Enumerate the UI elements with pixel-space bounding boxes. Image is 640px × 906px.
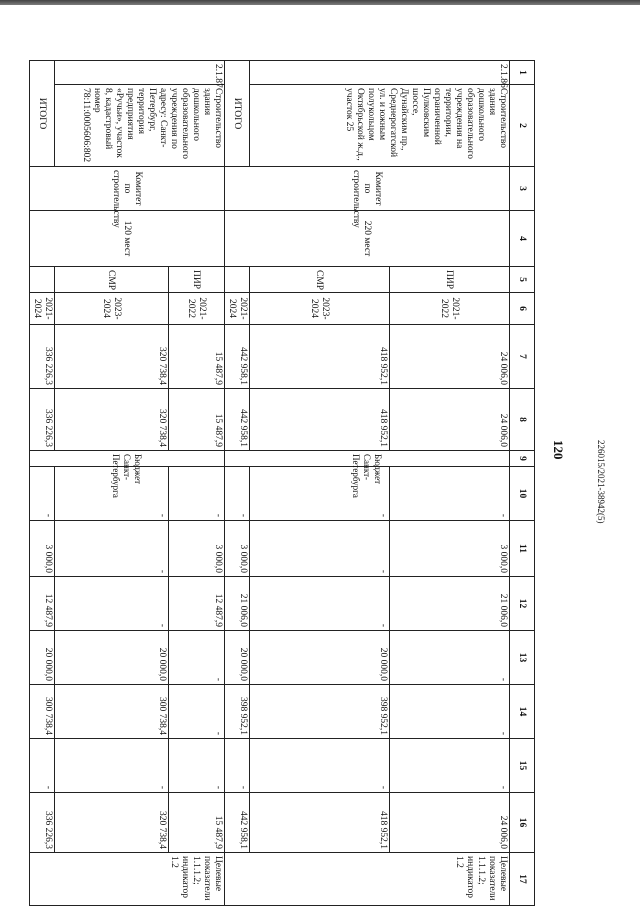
years: 2021-2024 xyxy=(225,293,250,325)
amount: - xyxy=(169,685,225,739)
col-number: 15 xyxy=(510,739,535,793)
work-type: ПИР xyxy=(390,267,510,293)
amount: 24 006,0 xyxy=(390,389,510,451)
amount: 418 952,1 xyxy=(250,325,390,389)
executor: Комитет по строительству xyxy=(225,167,510,211)
object-name: Строительство здания дошкольного образовательного учреждения по адресу: Санкт-Петербург, территория предприятия «Ручьи», участок 8, кадастровый номер 78:11:0005606:802 xyxy=(55,85,225,167)
col-number: 8 xyxy=(510,389,535,451)
amount: - xyxy=(169,467,225,521)
col-number: 2 xyxy=(510,85,535,167)
table-row xyxy=(390,61,510,906)
funding-source: Бюджет Санкт-Петербурга xyxy=(225,451,510,467)
col-number: 4 xyxy=(510,211,535,267)
col-number: 6 xyxy=(510,293,535,325)
amount: 21 006,0 xyxy=(390,577,510,631)
amount: 418 952,1 xyxy=(250,793,390,853)
amount: - xyxy=(250,577,390,631)
amount: - xyxy=(169,631,225,685)
amount: 3 000,0 xyxy=(390,521,510,577)
amount: - xyxy=(390,467,510,521)
amount: - xyxy=(225,467,250,521)
budget-table xyxy=(29,60,535,906)
work-type: СМР xyxy=(55,267,169,293)
capacity: 220 мест xyxy=(225,211,510,267)
amount: - xyxy=(250,739,390,793)
table-row xyxy=(169,61,225,906)
row-number: 2.1.87 xyxy=(55,61,225,85)
years: 2023-2024 xyxy=(55,293,169,325)
amount: 336 226,3 xyxy=(30,389,55,451)
amount: 418 952,1 xyxy=(250,389,390,451)
amount: 20 000,0 xyxy=(250,631,390,685)
amount: 12 487,9 xyxy=(169,577,225,631)
amount: - xyxy=(30,467,55,521)
executor: Комитет по строительству xyxy=(30,167,225,211)
document-id: 226015/2021-38942(5) xyxy=(596,440,606,524)
col-number: 11 xyxy=(510,521,535,577)
col-number: 5 xyxy=(510,267,535,293)
amount: 15 487,9 xyxy=(169,389,225,451)
col-number: 9 xyxy=(510,451,535,467)
amount: - xyxy=(390,631,510,685)
years: 2021-2022 xyxy=(390,293,510,325)
amount: 15 487,9 xyxy=(169,793,225,853)
years: 2021-2024 xyxy=(30,293,55,325)
amount: 320 738,4 xyxy=(55,793,169,853)
amount: - xyxy=(55,467,169,521)
col-number: 10 xyxy=(510,467,535,521)
amount: - xyxy=(169,739,225,793)
amount: 398 952,1 xyxy=(250,685,390,739)
amount: - xyxy=(225,739,250,793)
amount: 442 958,1 xyxy=(225,389,250,451)
amount: 3 000,0 xyxy=(30,521,55,577)
amount: 300 738,4 xyxy=(55,685,169,739)
amount: - xyxy=(250,467,390,521)
funding-source: Бюджет Санкт-Петербурга xyxy=(30,451,225,467)
work-type: ПИР xyxy=(169,267,225,293)
col-number: 16 xyxy=(510,793,535,853)
years: 2023-2024 xyxy=(250,293,390,325)
page-number: 120 xyxy=(551,440,566,460)
years: 2021-2022 xyxy=(169,293,225,325)
amount: 336 226,3 xyxy=(30,325,55,389)
object-name: Строительство здания дошкольного образовательного учреждения на территории, ограниченной Пулковским шоссе, Дунайским пр., Среднерогатской ул. и южным полукольцом Октябрьской ж.д., участок 25 xyxy=(250,85,510,167)
amount: 21 006,0 xyxy=(225,577,250,631)
amount: - xyxy=(55,577,169,631)
total-label: ИТОГО xyxy=(225,61,250,167)
amount: - xyxy=(390,739,510,793)
total-label: ИТОГО xyxy=(30,61,55,167)
target-indicators: Целевые показатели 1.1.1.2; индикатор 1.2 xyxy=(225,853,510,906)
amount: 24 006,0 xyxy=(390,793,510,853)
amount: 320 738,4 xyxy=(55,389,169,451)
work-type: СМР xyxy=(250,267,390,293)
amount: 20 000,0 xyxy=(30,631,55,685)
amount: - xyxy=(55,739,169,793)
empty-cell xyxy=(225,267,250,293)
amount: 398 952,1 xyxy=(225,685,250,739)
col-number: 3 xyxy=(510,167,535,211)
col-number: 1 xyxy=(510,61,535,85)
amount: 336 226,3 xyxy=(30,793,55,853)
amount: - xyxy=(250,521,390,577)
capacity: 120 мест xyxy=(30,211,225,267)
amount: 320 738,4 xyxy=(55,325,169,389)
amount: 3 000,0 xyxy=(169,521,225,577)
amount: 442 958,1 xyxy=(225,325,250,389)
amount: - xyxy=(30,739,55,793)
amount: 3 000,0 xyxy=(225,521,250,577)
amount: - xyxy=(55,521,169,577)
budget-table-rotated xyxy=(32,60,535,905)
amount: 20 000,0 xyxy=(225,631,250,685)
row-number: 2.1.86 xyxy=(250,61,510,85)
column-number-row xyxy=(510,61,535,906)
top-scan-edge xyxy=(0,0,640,5)
amount: 20 000,0 xyxy=(55,631,169,685)
amount: 300 738,4 xyxy=(30,685,55,739)
col-number: 12 xyxy=(510,577,535,631)
col-number: 7 xyxy=(510,325,535,389)
amount: 24 006,0 xyxy=(390,325,510,389)
target-indicators: Целевые показатели 1.1.1.2; индикатор 1.2 xyxy=(30,853,225,906)
amount: 442 958,1 xyxy=(225,793,250,853)
empty-cell xyxy=(30,267,55,293)
amount: 12 487,9 xyxy=(30,577,55,631)
col-number: 17 xyxy=(510,853,535,906)
col-number: 13 xyxy=(510,631,535,685)
col-number: 14 xyxy=(510,685,535,739)
amount: 15 487,9 xyxy=(169,325,225,389)
amount: - xyxy=(390,685,510,739)
